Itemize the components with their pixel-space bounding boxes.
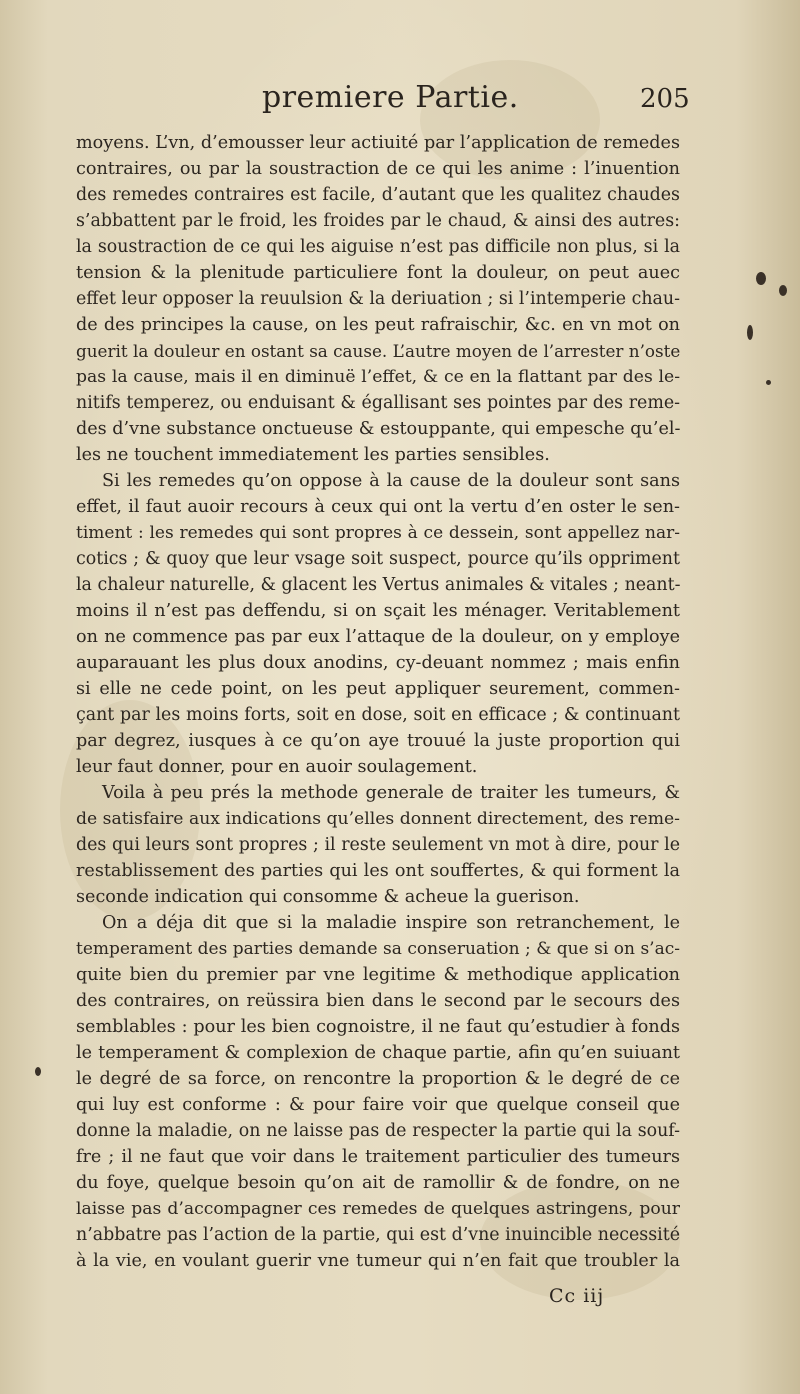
text-line: timent : les remedes qui sont propres à ce dessein, sont appellez nar- (76, 523, 680, 543)
text-line: du foye, quelque besoin qu’on ait de ramollir & de fondre, on ne (76, 1173, 680, 1193)
text-line: effet leur opposer la reuulsion & la deriuation ; si l’intemperie chau- (76, 289, 680, 309)
text-line: des contraires, on reüssira bien dans le second par le secours des (76, 991, 680, 1011)
text-line: de des principes la cause, on les peut rafraischir, &c. en vn mot on (76, 315, 680, 335)
text-line: fre ; il ne faut que voir dans le traitement particulier des tumeurs (76, 1147, 680, 1167)
text-line: seconde indication qui consomme & acheue la guerison. (76, 887, 580, 907)
text-line: semblables : pour les bien cognoistre, il ne faut qu’estudier à fonds (76, 1017, 680, 1037)
text-line: si elle ne cede point, on les peut appliquer seurement, commen- (76, 679, 680, 699)
text-line: des remedes contraires est facile, d’autant que les qualitez chaudes (76, 185, 680, 205)
text-line: effet, il faut auoir recours à ceux qui ont la vertu d’en oster le sen- (76, 497, 680, 517)
running-title: premiere Partie. (262, 80, 519, 115)
text-line: Voila à peu prés la methode generale de traiter les tumeurs, & (102, 783, 680, 803)
text-line: la chaleur naturelle, & glacent les Vertus animales & vitales ; neant- (76, 575, 681, 595)
text-line: de satisfaire aux indications qu’elles donnent directement, des reme- (76, 809, 680, 829)
text-line: les ne touchent immediatement les parties sensibles. (76, 445, 550, 465)
text-line: pas la cause, mais il en diminuë l’effet, & ce en la flattant par des le- (76, 367, 680, 387)
text-line: On a déja dit que si la maladie inspire son retranchement, le (102, 913, 680, 933)
text-line: le temperament & complexion de chaque partie, afin qu’en suiuant (76, 1043, 680, 1063)
margin-blot (756, 272, 766, 285)
text-line: guerit la douleur en ostant sa cause. L’autre moyen de l’arrester n’oste (76, 341, 681, 361)
text-line: n’abbatre pas l’action de la partie, qui est d’vne inuincible necessité (76, 1225, 680, 1245)
text-line: çant par les moins forts, soit en dose, soit en efficace ; & continuant (76, 705, 680, 725)
margin-blot (766, 380, 771, 385)
text-line: par degrez, iusques à ce qu’on aye trouué la juste proportion qui (76, 731, 680, 751)
text-line: leur faut donner, pour en auoir soulagement. (76, 757, 478, 777)
text-line: nitifs temperez, ou enduisant & égallisant ses pointes par des reme- (76, 393, 680, 413)
text-line: quite bien du premier par vne legitime & methodique application (76, 965, 680, 985)
text-line: contraires, ou par la soustraction de ce qui les anime : l’inuention (76, 159, 680, 179)
text-line: des qui leurs sont propres ; il reste seulement vn mot à dire, pour le (76, 835, 680, 855)
margin-blot (747, 325, 753, 340)
text-line: moyens. L’vn, d’emousser leur actiuité par l’application de remedes (76, 133, 680, 153)
text-line: qui luy est conforme : & pour faire voir que quelque conseil que (76, 1095, 680, 1115)
margin-blot (35, 1067, 41, 1076)
text-line: moins il n’est pas deffendu, si on sçait les ménager. Veritablement (76, 601, 680, 621)
text-line: cotics ; & quoy que leur vsage soit suspect, pource qu’ils oppriment (76, 549, 680, 569)
text-line: donne la maladie, on ne laisse pas de respecter la partie qui la souf- (76, 1121, 680, 1141)
text-line: s’abbattent par le froid, les froides par le chaud, & ainsi des autres: (76, 211, 680, 231)
text-line: le degré de sa force, on rencontre la proportion & le degré de ce (76, 1069, 680, 1089)
text-line: laisse pas d’accompagner ces remedes de quelques astringens, pour (76, 1199, 680, 1219)
text-line: à la vie, en voulant guerir vne tumeur qui n’en fait que troubler la (76, 1251, 680, 1271)
text-line: restablissement des parties qui les ont souffertes, & qui forment la (76, 861, 680, 881)
margin-blot (779, 285, 787, 296)
text-line: la soustraction de ce qui les aiguise n’est pas difficile non plus, si la (76, 237, 680, 257)
text-line: auparauant les plus doux anodins, cy-deuant nommez ; mais enfin (76, 653, 680, 673)
page-header (0, 80, 800, 120)
signature-mark: Cc iij (549, 1285, 605, 1307)
page-number: 205 (640, 84, 690, 114)
text-line: on ne commence pas par eux l’attaque de la douleur, on y employe (76, 627, 680, 647)
text-line: tension & la plenitude particuliere font la douleur, on peut auec (76, 263, 680, 283)
text-line: Si les remedes qu’on oppose à la cause de la douleur sont sans (102, 471, 680, 491)
text-line: temperament des parties demande sa conseruation ; & que si on s’ac- (76, 939, 680, 959)
text-line: des d’vne substance onctueuse & estouppante, qui empesche qu’el- (76, 419, 681, 439)
